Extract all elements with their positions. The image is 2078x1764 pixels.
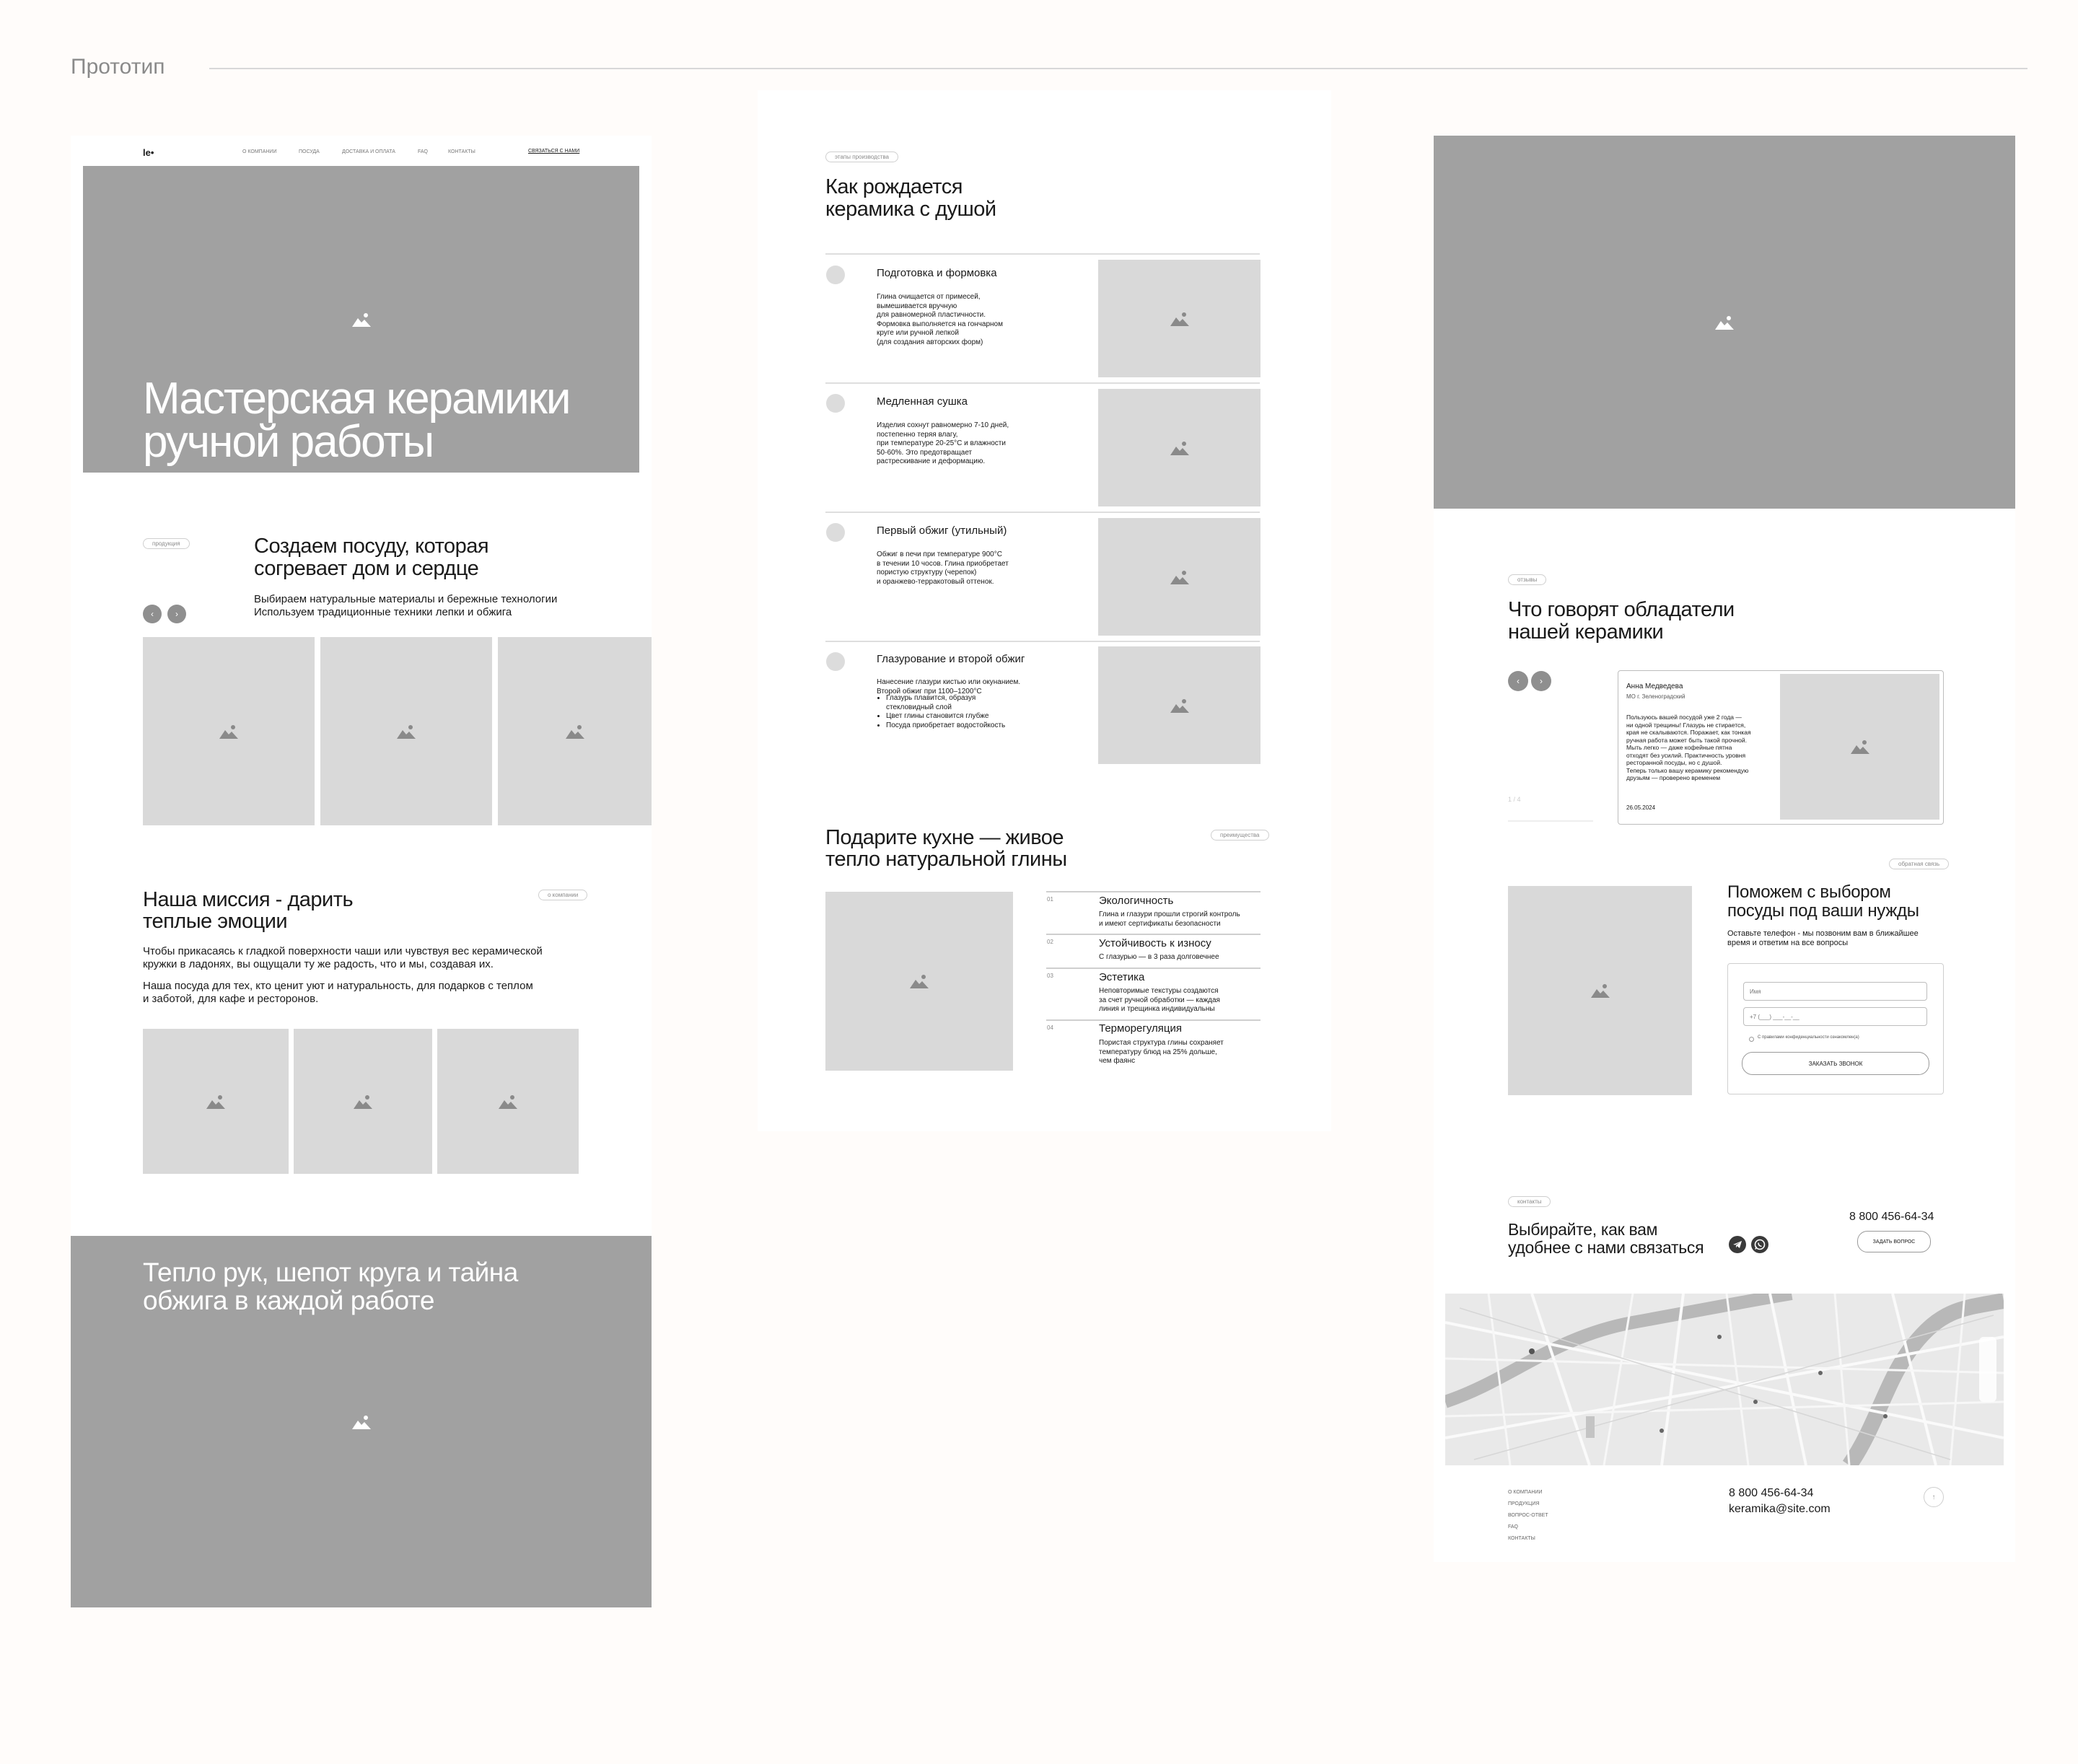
advantage-number: 04	[1047, 1024, 1053, 1031]
consent-label: С правилами конфиденциальности ознакомлен(а)	[1758, 1035, 1859, 1040]
footer-link-qa[interactable]: ВОПРОС-ОТВЕТ	[1508, 1513, 1548, 1518]
step-image-1	[1098, 260, 1261, 377]
contacts-pill: контакты	[1508, 1196, 1551, 1207]
location-map[interactable]	[1445, 1294, 2004, 1465]
footer-link-contacts[interactable]: КОНТАКТЫ	[1508, 1536, 1535, 1541]
step-text: Глина очищается от примесей, вымешивается вручную для равномерной пластичности. Формовка выполняется на гончарном круге или ручной лепкой (для создания авторских форм)	[877, 293, 1003, 346]
image-icon	[1170, 312, 1189, 326]
mission-image-1	[143, 1029, 289, 1174]
image-icon	[206, 1094, 225, 1109]
mission-text-2: Наша посуда для тех, кто ценит уют и натуральность, для подарков с теплом и заботой, для кафе и ресторонов.	[143, 980, 533, 1005]
step-marker-icon	[826, 266, 845, 284]
advantage-text: Пористая структура глины сохраняет температуру блюд на 25% дольше, чем фаянс	[1099, 1039, 1224, 1065]
step-image-2	[1098, 389, 1261, 506]
step-title: Глазурование и второй обжиг	[877, 653, 1025, 665]
step-title: Подготовка и формовка	[877, 267, 997, 279]
mission-text-1: Чтобы прикасаясь к гладкой поверхности чаши или чувствуя вес керамической кружки в ладонях, вы ощущали ту же радость, что и мы, создавая их.	[143, 945, 543, 970]
step-marker-icon	[826, 523, 845, 542]
image-icon	[1715, 315, 1734, 330]
advantage-text: Неповторимые текстуры создаются за счет ручной обработки — каждая линия и трещинка индивидуальны	[1099, 987, 1220, 1013]
image-icon	[352, 1415, 371, 1429]
footer-phone[interactable]: 8 800 456-64-34	[1729, 1487, 1814, 1499]
step-text: Нанесение глазури кистью или окунанием. Второй обжиг при 1100–1200°C	[877, 678, 1021, 695]
advantage-divider	[1046, 891, 1261, 892]
step-divider	[825, 253, 1260, 255]
step-marker-icon	[826, 394, 845, 413]
review-image	[1780, 674, 1939, 820]
advantages-title: Подарите кухне — живое тепло натуральной глины	[825, 826, 1067, 871]
page3-hero-image	[1434, 136, 2015, 509]
contacts-phone[interactable]: 8 800 456-64-34	[1849, 1211, 1934, 1223]
hero-title: Мастерская керамики ручной работы	[143, 374, 570, 467]
image-icon	[1851, 740, 1869, 754]
step-text: Изделия сохнут равномерно 7-10 дней, постепенно теряя влагу, при температуре 20-25°C и влажности 50-60%. Это предотвращает растрескивание и деформацию.	[877, 421, 1009, 465]
header-divider	[209, 68, 2027, 69]
step-divider	[825, 382, 1260, 384]
help-text: Оставьте телефон - мы позвоним вам в ближайшее время и ответим на все вопросы	[1727, 929, 1919, 947]
prototype-label: Прототип	[71, 55, 165, 79]
mission-pill: о компании	[538, 890, 587, 900]
contacts-title: Выбирайте, как вам удобнее с нами связаться	[1508, 1220, 1704, 1257]
step-image-3	[1098, 518, 1261, 636]
footer-link-about[interactable]: О КОМПАНИИ	[1508, 1490, 1543, 1495]
advantage-title: Экологичность	[1099, 895, 1174, 907]
telegram-icon[interactable]	[1729, 1236, 1746, 1253]
image-icon	[566, 724, 584, 739]
production-pill: этапы производства	[825, 152, 898, 162]
image-icon	[219, 724, 238, 739]
footer-link-products[interactable]: ПРОДУКЦИЯ	[1508, 1501, 1540, 1506]
image-icon	[499, 1094, 517, 1109]
advantage-number: 01	[1047, 896, 1053, 903]
step-bullet: • Посуда приобретает водостойкость	[886, 721, 1005, 731]
nav-item-delivery[interactable]: ДОСТАВКА И ОПЛАТА	[342, 149, 395, 154]
image-icon	[910, 974, 929, 988]
step-bullets	[874, 694, 1005, 730]
reviews-prev-button[interactable]: ‹	[1508, 671, 1528, 691]
image-icon	[1170, 698, 1189, 713]
advantages-pill: преимущества	[1211, 830, 1269, 841]
image-icon	[1170, 570, 1189, 584]
step-bullet: • Глазурь плавится, образуя стекловидный слой	[886, 694, 1005, 712]
help-title: Поможем с выбором посуды под ваши нужды	[1727, 882, 1919, 921]
whatsapp-icon[interactable]	[1751, 1236, 1768, 1253]
logo[interactable]: le•	[143, 147, 154, 158]
nav-contact-link[interactable]: СВЯЗАТЬСЯ С НАМИ	[528, 149, 580, 154]
image-icon	[352, 312, 371, 327]
image-icon	[397, 724, 416, 739]
phone-input[interactable]	[1743, 1007, 1927, 1026]
ask-question-button[interactable]: ЗАДАТЬ ВОПРОС	[1857, 1231, 1931, 1252]
advantage-number: 03	[1047, 973, 1053, 979]
products-title: Создаем посуду, которая согревает дом и сердце	[254, 535, 489, 580]
products-prev-button[interactable]: ‹	[143, 605, 162, 623]
step-divider	[825, 512, 1260, 513]
image-icon	[1170, 441, 1189, 455]
advantage-number: 02	[1047, 939, 1053, 945]
reviews-pill: отзывы	[1508, 574, 1546, 585]
nav-item-tableware[interactable]: ПОСУДА	[299, 149, 320, 154]
footer-nav	[1508, 1487, 1548, 1545]
advantage-text: Глина и глазури прошли строгий контроль и имеют сертификаты безопасности	[1099, 910, 1240, 928]
production-title: Как рождается керамика с душой	[825, 175, 996, 221]
review-counter: 1 / 4	[1508, 796, 1521, 803]
product-image-1	[143, 637, 315, 825]
step-divider	[825, 641, 1260, 642]
step-title: Первый обжиг (утильный)	[877, 525, 1007, 537]
feedback-pill: обратная связь	[1889, 859, 1949, 869]
mission-title: Наша миссия - дарить теплые эмоции	[143, 888, 354, 933]
products-text: Выбираем натуральные материалы и бережные технологии Используем традиционные техники лепки и обжига	[254, 593, 558, 618]
advantages-image	[825, 892, 1013, 1071]
step-image-4	[1098, 646, 1261, 764]
review-text: Пользуюсь вашей посудой уже 2 года — ни одной трещины! Глазурь не стирается, края не скалываются. Поражает, как тонкая ручная работа может быть такой прочной. Мыть легко — даже кофейные пятна отходят без усилий. Практичность уровня ресторанной посуды, но с душой. Теперь только вашу керамику рекомендую друзьям — проверено временем	[1626, 714, 1751, 781]
advantage-divider	[1046, 934, 1261, 935]
banner-title: Тепло рук, шепот круга и тайна обжига в каждой работе	[143, 1258, 518, 1315]
product-image-3	[498, 637, 652, 825]
advantage-title: Эстетика	[1099, 971, 1145, 983]
mission-image-3	[437, 1029, 579, 1174]
order-call-button[interactable]: ЗАКАЗАТЬ ЗВОНОК	[1742, 1052, 1929, 1075]
step-text: Обжиг в печи при температуре 900°C в течении 10 чосов. Глина приобретает пористую структуру (черепок) и оранжево-терракотовый оттенок.	[877, 550, 1009, 586]
reviews-title: Что говорят обладатели нашей керамики	[1508, 598, 1735, 644]
footer-email[interactable]: keramika@site.com	[1729, 1503, 1831, 1515]
image-icon	[354, 1094, 372, 1109]
nav-item-about[interactable]: О КОМПАНИИ	[242, 149, 277, 154]
scroll-up-button[interactable]: ↑	[1924, 1487, 1944, 1507]
step-title: Медленная сушка	[877, 395, 968, 408]
review-author: Анна Медведева	[1626, 683, 1683, 690]
consent-checkbox[interactable]	[1749, 1037, 1754, 1042]
advantage-text: С глазурью — в 3 раза долговечнее	[1099, 953, 1219, 961]
product-image-2	[320, 637, 492, 825]
review-location: МО г. Зеленоградский	[1626, 693, 1685, 700]
nav-item-contacts[interactable]: КОНТАКТЫ	[448, 149, 475, 154]
review-date: 26.05.2024	[1626, 804, 1656, 811]
reviews-next-button[interactable]: ›	[1531, 671, 1551, 691]
image-icon	[1591, 983, 1610, 998]
nav-item-faq[interactable]: FAQ	[418, 149, 429, 154]
footer-link-faq[interactable]: FAQ	[1508, 1524, 1519, 1530]
step-bullet: • Цвет глины становится глубже	[886, 712, 1005, 721]
products-pill: продукция	[143, 538, 190, 549]
advantage-title: Терморегуляция	[1099, 1022, 1182, 1035]
mission-image-2	[294, 1029, 432, 1174]
products-next-button[interactable]: ›	[167, 605, 186, 623]
advantage-divider	[1046, 1019, 1261, 1021]
step-marker-icon	[826, 652, 845, 671]
name-input[interactable]	[1743, 982, 1927, 1001]
feedback-image	[1508, 886, 1692, 1095]
advantage-title: Устойчивость к износу	[1099, 937, 1211, 949]
advantage-divider	[1046, 967, 1261, 969]
review-counter-line	[1508, 820, 1593, 822]
